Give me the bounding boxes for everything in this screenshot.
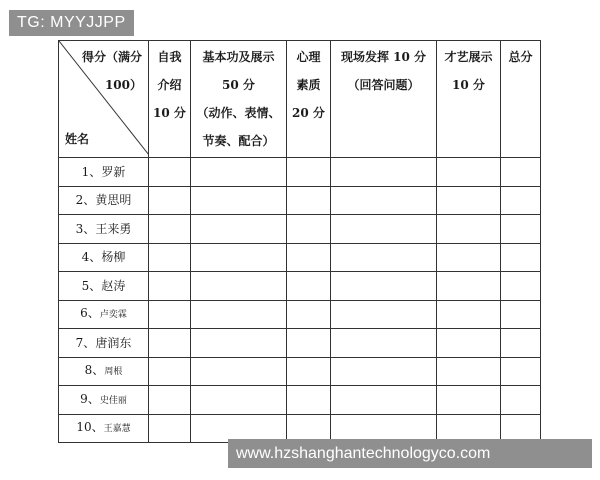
- table-row: [59, 215, 541, 244]
- score-cell[interactable]: [287, 386, 331, 415]
- contestant-name-cell: 8、周根: [59, 357, 149, 386]
- header-psychology: 心理 素质 20 分: [287, 41, 331, 158]
- score-cell[interactable]: [191, 215, 287, 244]
- score-cell[interactable]: [191, 386, 287, 415]
- score-cell[interactable]: [149, 215, 191, 244]
- score-cell[interactable]: [501, 186, 541, 215]
- score-cell[interactable]: [437, 329, 501, 358]
- score-cell[interactable]: [437, 243, 501, 272]
- score-cell[interactable]: [149, 357, 191, 386]
- contestant-name-cell: 4、杨柳: [59, 243, 149, 272]
- header-self-intro: 自我 介绍 10 分: [149, 41, 191, 158]
- corner-score-label: 得分（满分 100）: [81, 50, 142, 92]
- score-cell[interactable]: [191, 357, 287, 386]
- score-cell[interactable]: [191, 300, 287, 329]
- score-cell[interactable]: [437, 357, 501, 386]
- score-cell[interactable]: [191, 186, 287, 215]
- score-cell[interactable]: [331, 215, 437, 244]
- contestant-name-cell: 6、卢奕霖: [59, 300, 149, 329]
- header-basic-skills: 基本功及展示 50 分 （动作、表情、 节奏、配合）: [191, 41, 287, 158]
- header-row: [59, 41, 541, 158]
- watermark-top: TG: MYYJJPP: [9, 10, 134, 36]
- watermark-bottom: www.hzshanghantechnologyco.com: [228, 439, 592, 468]
- score-cell[interactable]: [437, 186, 501, 215]
- score-cell[interactable]: [191, 329, 287, 358]
- score-cell[interactable]: [149, 386, 191, 415]
- score-cell[interactable]: [191, 272, 287, 301]
- header-onsite: 现场发挥 10 分 （回答问题）: [331, 41, 437, 158]
- contestant-name-cell: 1、罗新: [59, 158, 149, 187]
- score-cell[interactable]: [287, 243, 331, 272]
- score-cell[interactable]: [287, 300, 331, 329]
- corner-name-label: 姓名: [65, 132, 90, 146]
- score-cell[interactable]: [437, 386, 501, 415]
- contestant-name-cell: 9、史佳丽: [59, 386, 149, 415]
- score-cell[interactable]: [287, 357, 331, 386]
- score-table: [58, 40, 541, 443]
- score-cell[interactable]: [437, 272, 501, 301]
- table-row: [59, 329, 541, 358]
- score-cell[interactable]: [287, 329, 331, 358]
- corner-cell: [59, 41, 149, 158]
- score-cell[interactable]: [287, 186, 331, 215]
- contestant-name-cell: 3、王来勇: [59, 215, 149, 244]
- score-cell[interactable]: [191, 158, 287, 187]
- score-cell[interactable]: [437, 300, 501, 329]
- contestant-name-cell: 5、赵涛: [59, 272, 149, 301]
- table-row: [59, 186, 541, 215]
- table-row: [59, 158, 541, 187]
- table-row: [59, 386, 541, 415]
- score-cell[interactable]: [149, 414, 191, 443]
- score-cell[interactable]: [287, 272, 331, 301]
- score-cell[interactable]: [501, 158, 541, 187]
- score-cell[interactable]: [331, 357, 437, 386]
- score-cell[interactable]: [331, 186, 437, 215]
- score-cell[interactable]: [149, 243, 191, 272]
- header-total: 总分: [501, 41, 541, 158]
- score-cell[interactable]: [501, 357, 541, 386]
- table-row: [59, 357, 541, 386]
- score-cell[interactable]: [287, 215, 331, 244]
- score-cell[interactable]: [149, 186, 191, 215]
- table-row: [59, 243, 541, 272]
- score-cell[interactable]: [331, 272, 437, 301]
- score-cell[interactable]: [331, 386, 437, 415]
- score-cell[interactable]: [501, 300, 541, 329]
- score-cell[interactable]: [191, 243, 287, 272]
- header-talent: 才艺展示 10 分: [437, 41, 501, 158]
- score-cell[interactable]: [501, 243, 541, 272]
- score-cell[interactable]: [437, 158, 501, 187]
- score-cell[interactable]: [501, 386, 541, 415]
- score-cell[interactable]: [331, 300, 437, 329]
- score-cell[interactable]: [149, 272, 191, 301]
- score-cell[interactable]: [331, 158, 437, 187]
- score-cell[interactable]: [149, 300, 191, 329]
- score-cell[interactable]: [501, 329, 541, 358]
- score-cell[interactable]: [149, 329, 191, 358]
- score-cell[interactable]: [437, 215, 501, 244]
- score-cell[interactable]: [331, 329, 437, 358]
- score-cell[interactable]: [501, 272, 541, 301]
- contestant-name-cell: 7、唐润东: [59, 329, 149, 358]
- score-cell[interactable]: [149, 158, 191, 187]
- table-row: [59, 300, 541, 329]
- score-cell[interactable]: [331, 243, 437, 272]
- score-cell[interactable]: [287, 158, 331, 187]
- score-cell[interactable]: [501, 215, 541, 244]
- contestant-name-cell: 10、王嘉慧: [59, 414, 149, 443]
- table-row: [59, 272, 541, 301]
- contestant-name-cell: 2、黄思明: [59, 186, 149, 215]
